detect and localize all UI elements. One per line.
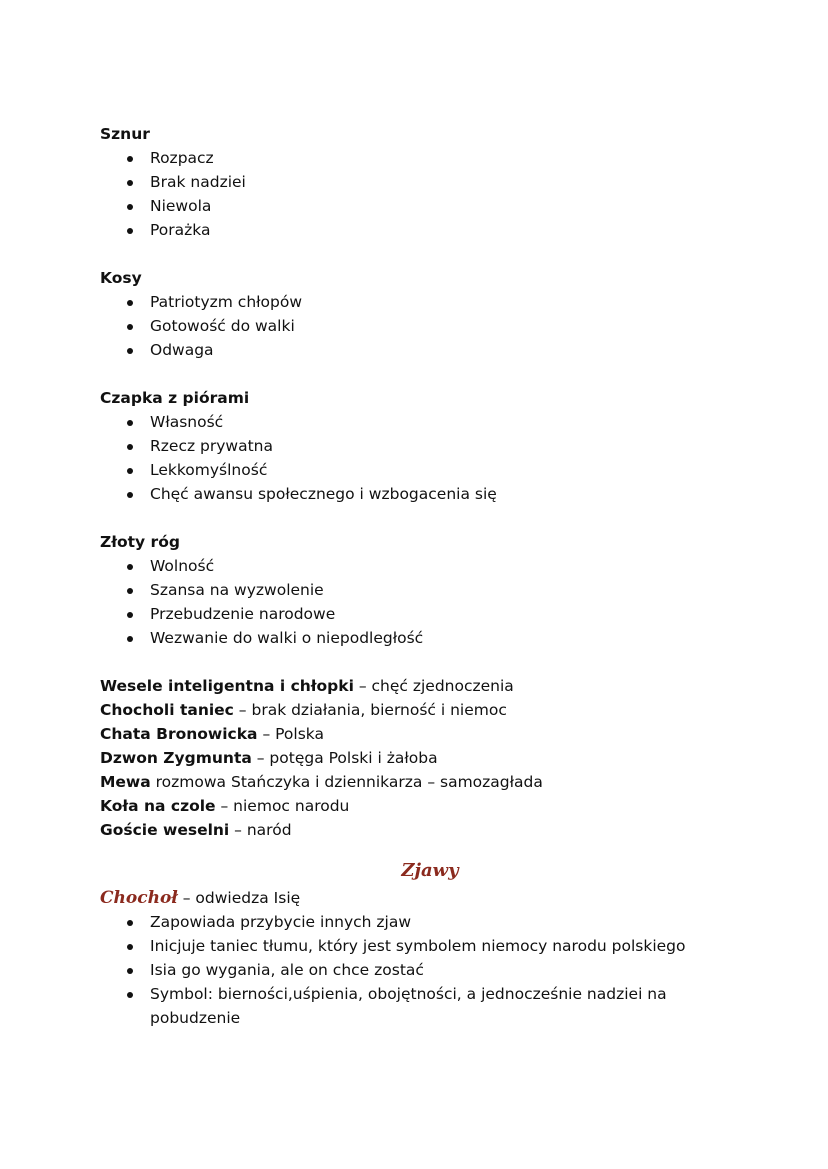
definition-line bbox=[100, 818, 740, 842]
symbol-section-sznur bbox=[100, 122, 740, 242]
bullet-list bbox=[100, 146, 740, 242]
list-item: Niewola bbox=[100, 194, 740, 218]
ghost-heading bbox=[100, 886, 740, 910]
definition-meaning: rozmowa Stańczyka i dziennikarza – samozagłada bbox=[150, 773, 543, 791]
list-item: Symbol: bierności,uśpienia, obojętności, a jednocześnie nadziei na pobudzenie bbox=[100, 982, 740, 1030]
definition-line bbox=[100, 698, 740, 722]
section-heading: Złoty róg bbox=[100, 533, 180, 551]
spacer bbox=[100, 242, 740, 266]
list-item: Zapowiada przybycie innych zjaw bbox=[100, 910, 740, 934]
list-item: Isia go wygania, ale on chce zostać bbox=[100, 958, 740, 982]
document-page bbox=[100, 122, 740, 1030]
section-heading: Kosy bbox=[100, 269, 142, 287]
list-item: Lekkomyślność bbox=[100, 458, 740, 482]
ghost-entry-chochol bbox=[100, 886, 740, 1030]
list-item: Wolność bbox=[100, 554, 740, 578]
definition-line bbox=[100, 674, 740, 698]
definition-term: Dzwon Zygmunta bbox=[100, 749, 252, 767]
list-item: Odwaga bbox=[100, 338, 740, 362]
list-item: Patriotyzm chłopów bbox=[100, 290, 740, 314]
list-item: Inicjuje taniec tłumu, który jest symbolem niemocy narodu polskiego bbox=[100, 934, 740, 958]
definition-line bbox=[100, 746, 740, 770]
list-item: Brak nadziei bbox=[100, 170, 740, 194]
list-item: Wezwanie do walki o niepodległość bbox=[100, 626, 740, 650]
definition-meaning: – potęga Polski i żałoba bbox=[251, 749, 438, 767]
list-item: Rzecz prywatna bbox=[100, 434, 740, 458]
list-item: Rozpacz bbox=[100, 146, 740, 170]
section-heading: Czapka z piórami bbox=[100, 389, 250, 407]
definition-term: Wesele inteligentna i chłopki bbox=[100, 677, 354, 695]
definition-meaning: – brak działania, bierność i niemoc bbox=[233, 701, 507, 719]
definitions-list bbox=[100, 674, 740, 842]
definition-meaning: – chęć zjednoczenia bbox=[353, 677, 514, 695]
definition-line bbox=[100, 722, 740, 746]
spacer bbox=[100, 506, 740, 530]
definition-term: Mewa bbox=[100, 773, 151, 791]
section-heading: Sznur bbox=[100, 125, 150, 143]
definition-line bbox=[100, 794, 740, 818]
bullet-list bbox=[100, 410, 740, 506]
definition-meaning: – naród bbox=[229, 821, 292, 839]
definition-term: Chata Bronowicka bbox=[100, 725, 258, 743]
section-title-zjawy: Zjawy bbox=[401, 860, 459, 881]
bullet-list bbox=[100, 554, 740, 650]
ghost-intro: – odwiedza Isię bbox=[177, 889, 301, 907]
definition-term: Koła na czole bbox=[100, 797, 216, 815]
list-item: Porażka bbox=[100, 218, 740, 242]
bullet-list bbox=[100, 290, 740, 362]
definition-term: Chocholi taniec bbox=[100, 701, 234, 719]
bullet-list bbox=[100, 910, 740, 1030]
definition-line bbox=[100, 770, 740, 794]
symbol-section-zloty-rog bbox=[100, 530, 740, 650]
definition-term: Goście weselni bbox=[100, 821, 230, 839]
list-item: Przebudzenie narodowe bbox=[100, 602, 740, 626]
list-item: Własność bbox=[100, 410, 740, 434]
list-item: Szansa na wyzwolenie bbox=[100, 578, 740, 602]
definition-meaning: – niemoc narodu bbox=[215, 797, 350, 815]
spacer bbox=[100, 362, 740, 386]
symbol-section-czapka bbox=[100, 386, 740, 506]
ghost-name: Chochoł bbox=[100, 888, 178, 908]
spacer bbox=[100, 650, 740, 674]
list-item: Gotowość do walki bbox=[100, 314, 740, 338]
symbol-section-kosy bbox=[100, 266, 740, 362]
definition-meaning: – Polska bbox=[257, 725, 324, 743]
list-item: Chęć awansu społecznego i wzbogacenia się bbox=[100, 482, 740, 506]
